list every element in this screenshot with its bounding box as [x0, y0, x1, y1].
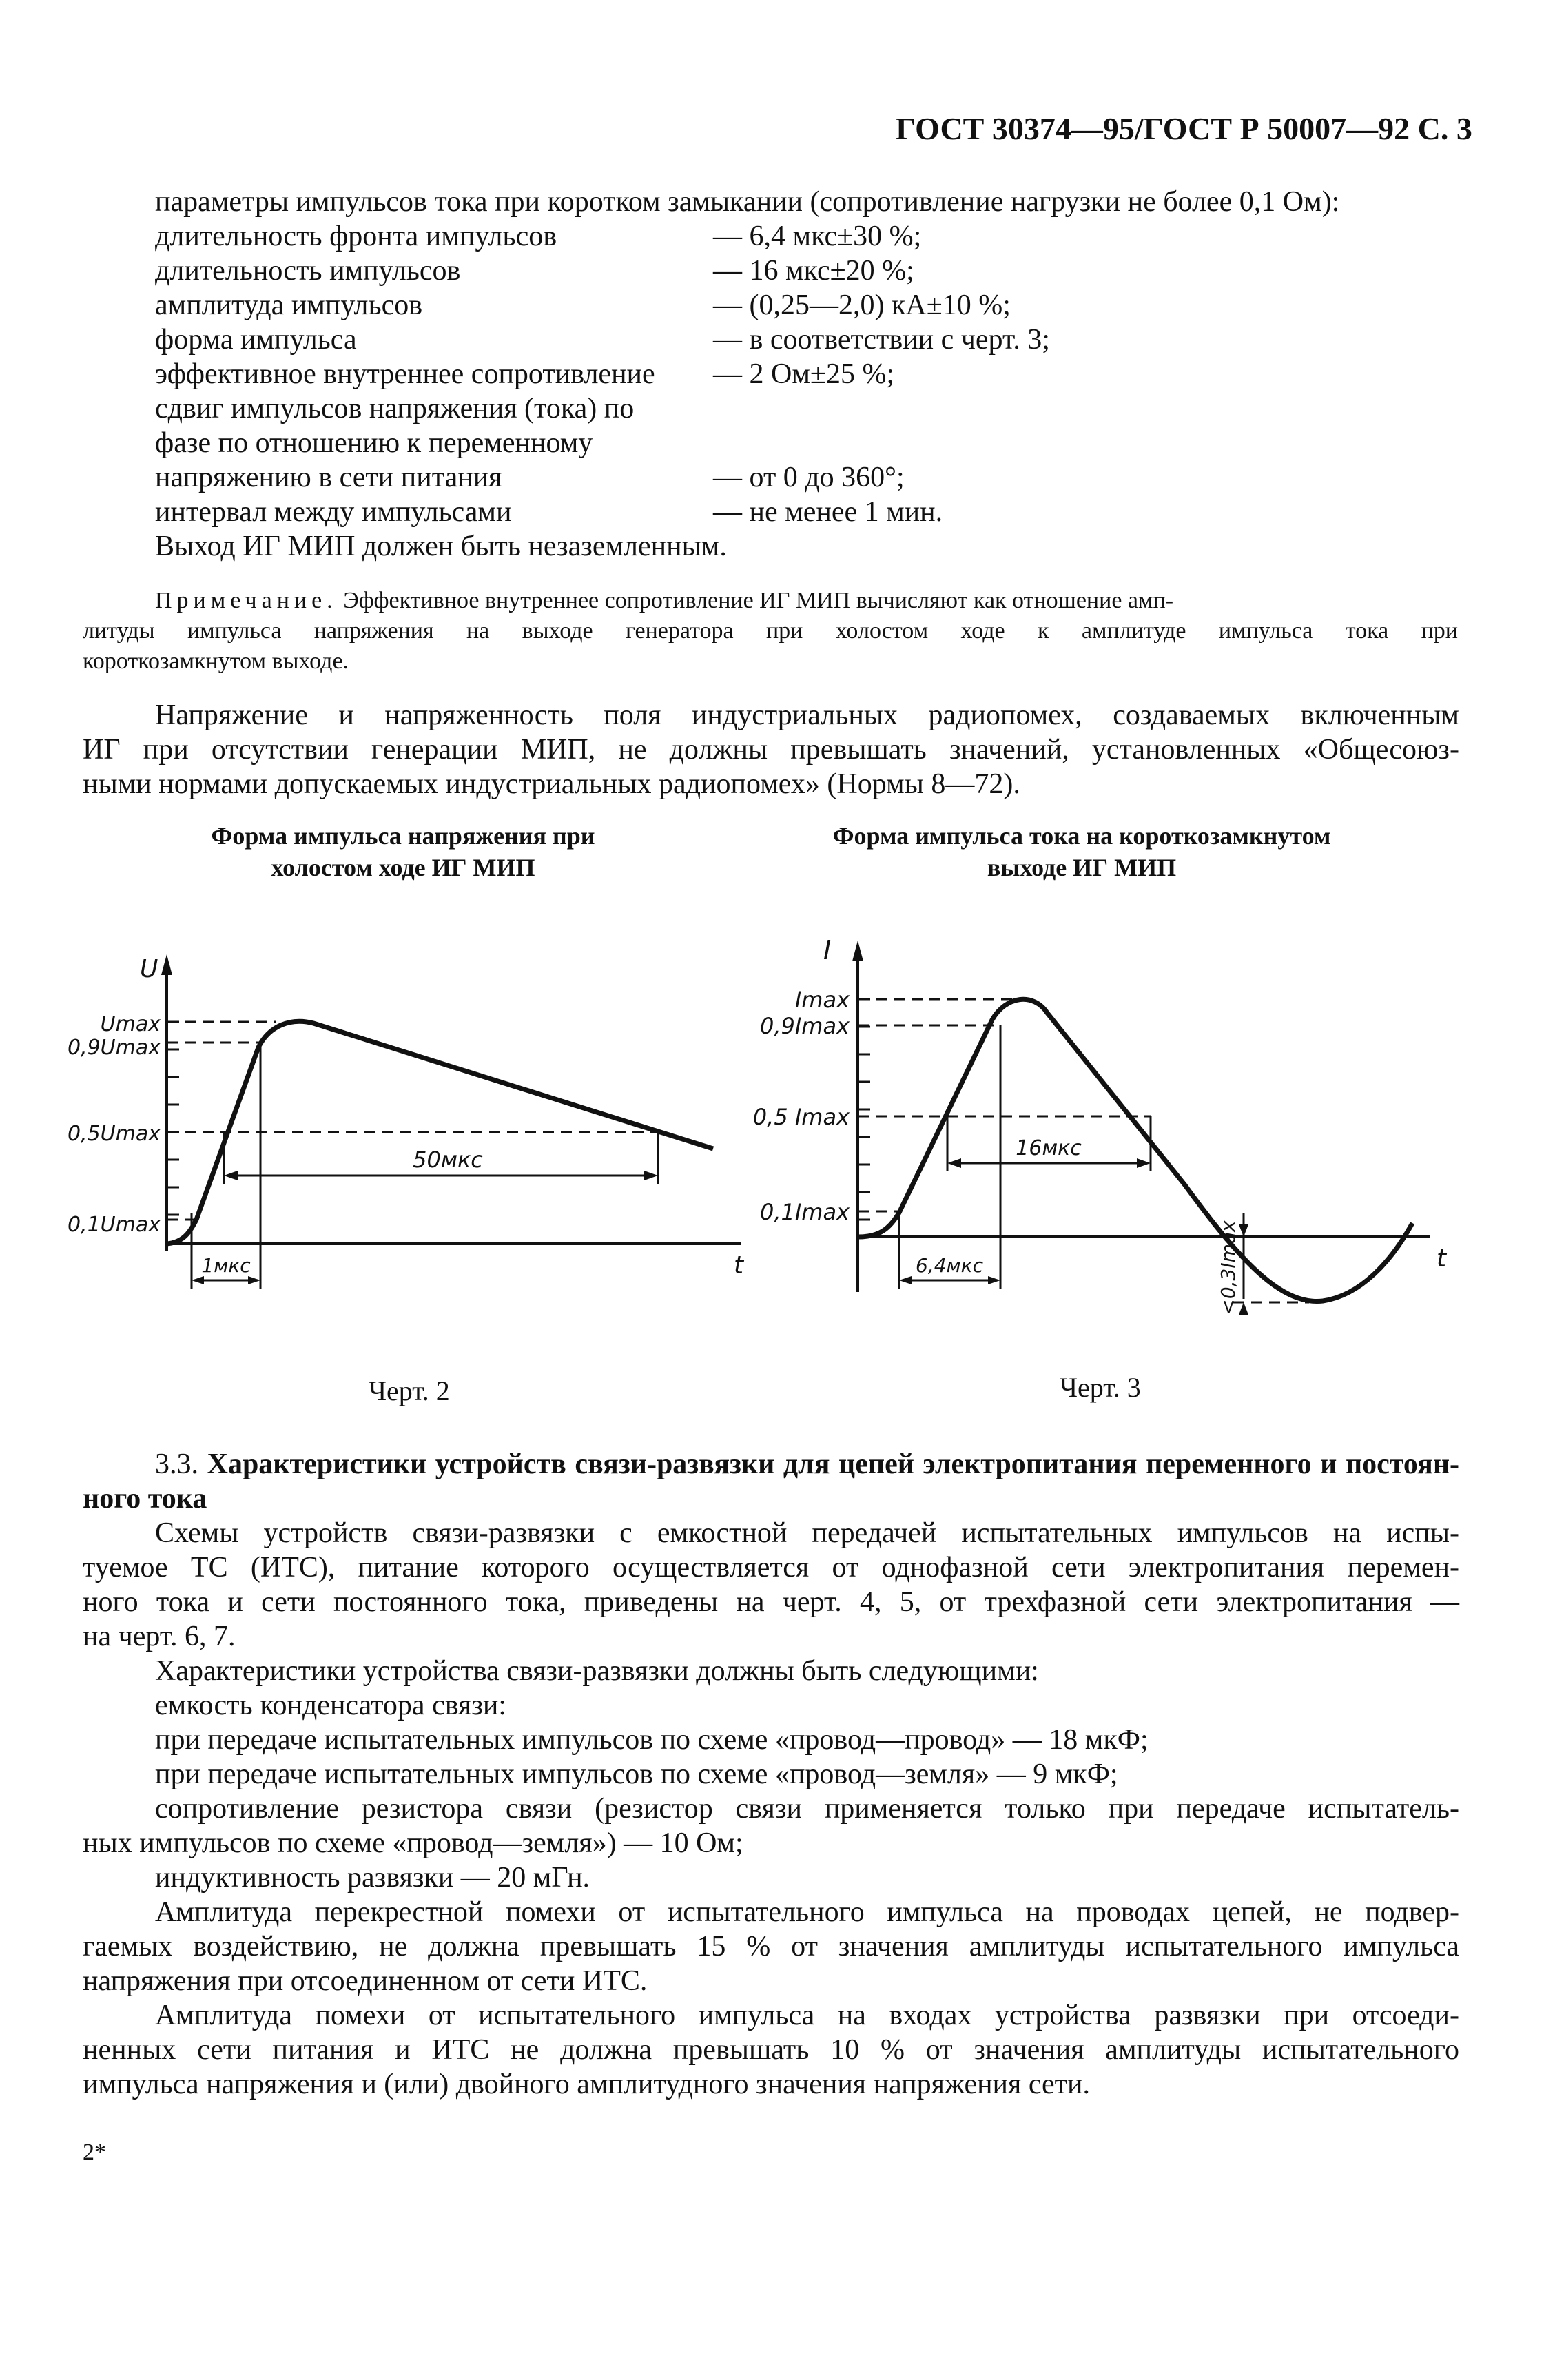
s33-p6-line2: ных импульсов по схеме «провод—земля») — 10 Ом; — [83, 1827, 743, 1859]
figure2-axis-x-label: t — [734, 1251, 744, 1280]
note-text: Эффективное внутреннее сопротивление ИГ МИП вычисляют как отношение амп- — [343, 588, 1174, 613]
s33-p4: при передаче испытательных импульсов по схеме «провод—провод» — 18 мкФ; — [155, 1724, 1149, 1756]
param-label: сдвиг импульсов напряжения (тока) по — [155, 393, 635, 424]
s33-p9-line3: импульса напряжения и (или) двойного амплитудного значения напряжения сети. — [83, 2069, 1090, 2100]
figure3-y-arrow — [852, 941, 863, 961]
s33-p1-line3: ного тока и сети постоянного тока, приведены на черт. 4, 5, от трехфазной сети электропитания — — [83, 1586, 1459, 1618]
figure2-axis-y-label: U — [140, 955, 158, 983]
s33-p3: емкость конденсатора связи: — [155, 1690, 507, 1721]
s33-p8-line3: напряжения при отсоединенном от сети ИТС. — [83, 1965, 648, 1997]
figure2-label-u05: 0,5Umax — [67, 1122, 161, 1146]
s33-p9-line1: Амплитуда помехи от испытательного импульса на входах устройства развязки при отсоеди- — [155, 2000, 1459, 2031]
page-mark: 2* — [83, 2140, 106, 2165]
param-label: форма импульса — [155, 324, 357, 356]
param-value: — 6,4 мкс±30 %; — [713, 220, 922, 252]
section-3-3-heading — [155, 1447, 1459, 1481]
figure2-label-u01: 0,1Umax — [67, 1213, 161, 1237]
note-line-2: литуды импульса напряжения на выходе генератора при холостом ходе к амплитуде импульса тока при — [83, 618, 1458, 644]
figure3-axis-y-label: I — [823, 935, 832, 965]
para-interference-2: ИГ при отсутствии генерации МИП, не должны превышать значений, установленных «Общесоюз- — [83, 734, 1459, 766]
figure3-label-i05: 0,5 Imax — [752, 1104, 850, 1130]
section-number: 3.3. — [155, 1448, 198, 1480]
figure3-caption: Черт. 3 — [1060, 1372, 1141, 1403]
note-line-3: короткозамкнутом выходе. — [83, 648, 349, 674]
figure2-caption: Черт. 2 — [369, 1375, 450, 1406]
param-label: длительность импульсов — [155, 255, 461, 287]
figure3-title-1: Форма импульса тока на короткозамкнутом — [832, 822, 1331, 850]
s33-p9-line2: ненных сети питания и ИТС не должна превышать 10 % от значения амплитуды испытательного — [83, 2034, 1459, 2066]
s33-p7: индуктивность развязки — 20 мГн. — [155, 1862, 590, 1894]
figure3-label-imax: Imax — [794, 987, 850, 1013]
figure3-label-i09: 0,9Imax — [759, 1013, 850, 1039]
page-header: ГОСТ 30374—95/ГОСТ Р 50007—92 С. 3 — [896, 111, 1472, 146]
s33-p5: при передаче испытательных импульсов по схеме «провод—земля» — 9 мкФ; — [155, 1758, 1118, 1790]
figure2-title-1: Форма импульса напряжения при — [211, 822, 595, 850]
s33-p8-line2: гаемых воздействию, не должна превышать 15 % от значения амплитуды испытательного импульса — [83, 1931, 1459, 1962]
section-3-3-heading-cont: ного тока — [83, 1483, 207, 1515]
param-label: длительность фронта импульсов — [155, 220, 557, 252]
output-line: Выход ИГ МИП должен быть незаземленным. — [155, 531, 727, 562]
section-title: Характеристики устройств связи-развязки для цепей электропитания переменного и постоян- — [207, 1448, 1460, 1480]
param-value: — от 0 до 360°; — [713, 462, 905, 493]
s33-p6-line1: сопротивление резистора связи (резистор связи применяется только при передаче испытатель- — [155, 1793, 1459, 1825]
s33-p1-line2: туемое ТС (ИТС), питание которого осуществляется от однофазной сети электропитания перемен- — [83, 1552, 1459, 1583]
s33-p1-line4: на черт. 6, 7. — [83, 1621, 236, 1652]
figure2-rise-label: 1мкс — [201, 1254, 251, 1277]
param-label: напряжению в сети питания — [155, 462, 502, 493]
param-value: — 16 мкс±20 %; — [713, 255, 914, 287]
param-label: интервал между импульсами — [155, 496, 512, 528]
figure3-axis-x-label: t — [1437, 1244, 1447, 1273]
param-label: фазе по отношению к переменному — [155, 427, 593, 459]
param-value: — (0,25—2,0) кА±10 %; — [713, 289, 1011, 321]
param-label: эффективное внутреннее сопротивление — [155, 358, 655, 390]
note-label: Примечание. — [155, 588, 338, 613]
para-interference-1: Напряжение и напряженность поля индустриальных радиопомех, создаваемых включенным — [155, 699, 1459, 731]
figure2-label-umax: Umax — [100, 1012, 161, 1036]
s33-p8-line1: Амплитуда перекрестной помехи от испытательного импульса на проводах цепей, не подвер- — [155, 1896, 1459, 1928]
s33-p1-line1: Схемы устройств связи-развязки с емкостной передачей испытательных импульсов на испы- — [155, 1517, 1459, 1549]
figure3-title-2: выходе ИГ МИП — [987, 854, 1177, 881]
param-value: — 2 Ом±25 %; — [713, 358, 895, 390]
params-intro: параметры импульсов тока при коротком замыкании (сопротивление нагрузки не более 0,1 Ом): — [155, 186, 1340, 218]
param-value: — в соответствии с черт. 3; — [713, 324, 1050, 356]
figure2-width-label: 50мкс — [413, 1147, 483, 1173]
para-interference-3: ными нормами допускаемых индустриальных радиопомех» (Нормы 8—72). — [83, 768, 1020, 800]
figure3-rise-label: 6,4мкс — [916, 1254, 983, 1277]
figure3-width-label: 16мкс — [1016, 1136, 1082, 1160]
figure3-undershoot-label: <0,3Imax — [1217, 1220, 1239, 1315]
figure2-title-2: холостом ходе ИГ МИП — [271, 854, 535, 881]
figure2-label-u09: 0,9Umax — [67, 1036, 161, 1060]
figure3-label-i01: 0,1Imax — [759, 1199, 850, 1225]
param-label: амплитуда импульсов — [155, 289, 423, 321]
s33-p2: Характеристики устройства связи-развязки должны быть следующими: — [155, 1655, 1039, 1687]
param-value: — не менее 1 мин. — [713, 496, 943, 528]
